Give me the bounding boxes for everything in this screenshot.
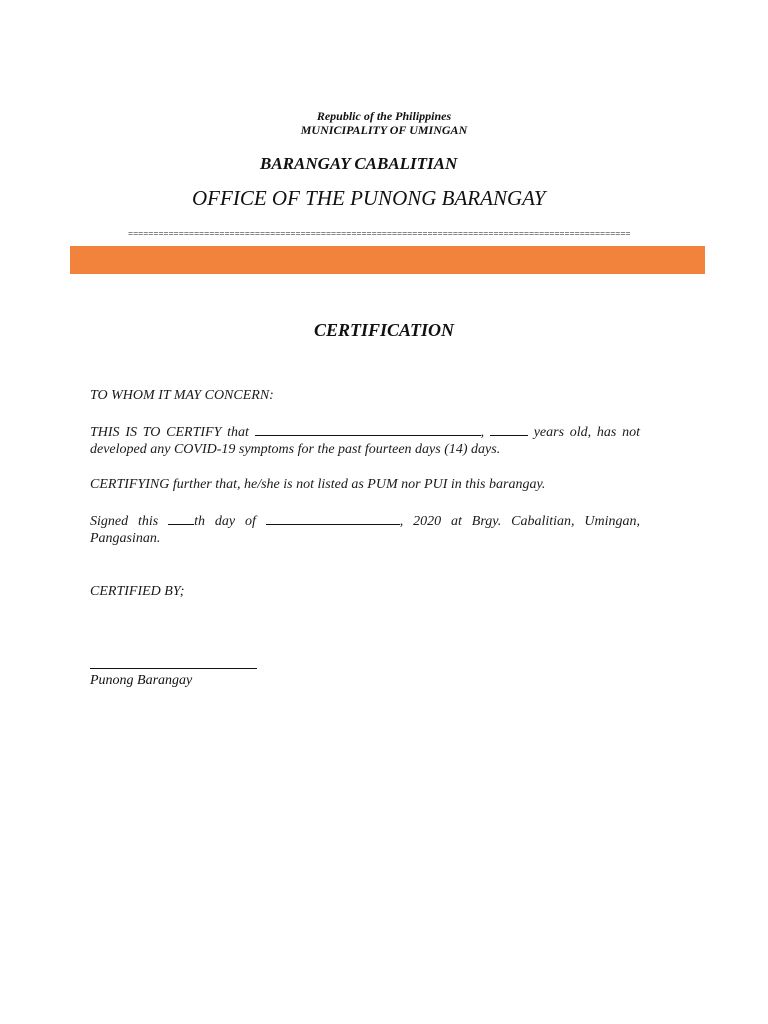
document-title: CERTIFICATION xyxy=(313,320,455,340)
orange-banner xyxy=(70,246,705,274)
signed-paragraph xyxy=(90,512,640,547)
municipality-heading: MUNICIPALITY OF UMINGAN xyxy=(300,123,468,137)
republic-heading: Republic of the Philippines xyxy=(316,109,452,123)
certify-body: years old, has not developed any COVID-19 symptoms for the past fourteen days (14) days. xyxy=(90,425,641,457)
signatory-title: Punong Barangay xyxy=(90,673,193,688)
certify-prefix: THIS IS TO CERTIFY that xyxy=(90,425,249,440)
signed-suffix: , 2020 at Brgy. Cabalitian, Umingan, Pangasinan. xyxy=(90,514,640,546)
barangay-heading: BARANGAY CABALITIAN xyxy=(260,154,458,173)
signature-line[interactable] xyxy=(90,668,257,669)
age-blank[interactable] xyxy=(490,423,528,436)
certified-by-label: CERTIFIED BY; xyxy=(90,584,185,599)
signed-day-suffix: th day of xyxy=(194,514,256,529)
further-paragraph: CERTIFYING further that, he/she is not listed as PUM nor PUI in this barangay. xyxy=(90,477,546,492)
equals-divider: =================================================================================================== xyxy=(128,229,631,239)
signed-prefix: Signed this xyxy=(90,514,159,529)
name-blank[interactable] xyxy=(255,423,481,436)
salutation: TO WHOM IT MAY CONCERN: xyxy=(90,388,274,403)
day-blank[interactable] xyxy=(168,512,194,525)
certify-paragraph xyxy=(90,423,640,458)
office-heading: OFFICE OF THE PUNONG BARANGAY xyxy=(192,186,546,210)
month-blank[interactable] xyxy=(266,512,400,525)
certify-comma: , xyxy=(480,425,485,440)
